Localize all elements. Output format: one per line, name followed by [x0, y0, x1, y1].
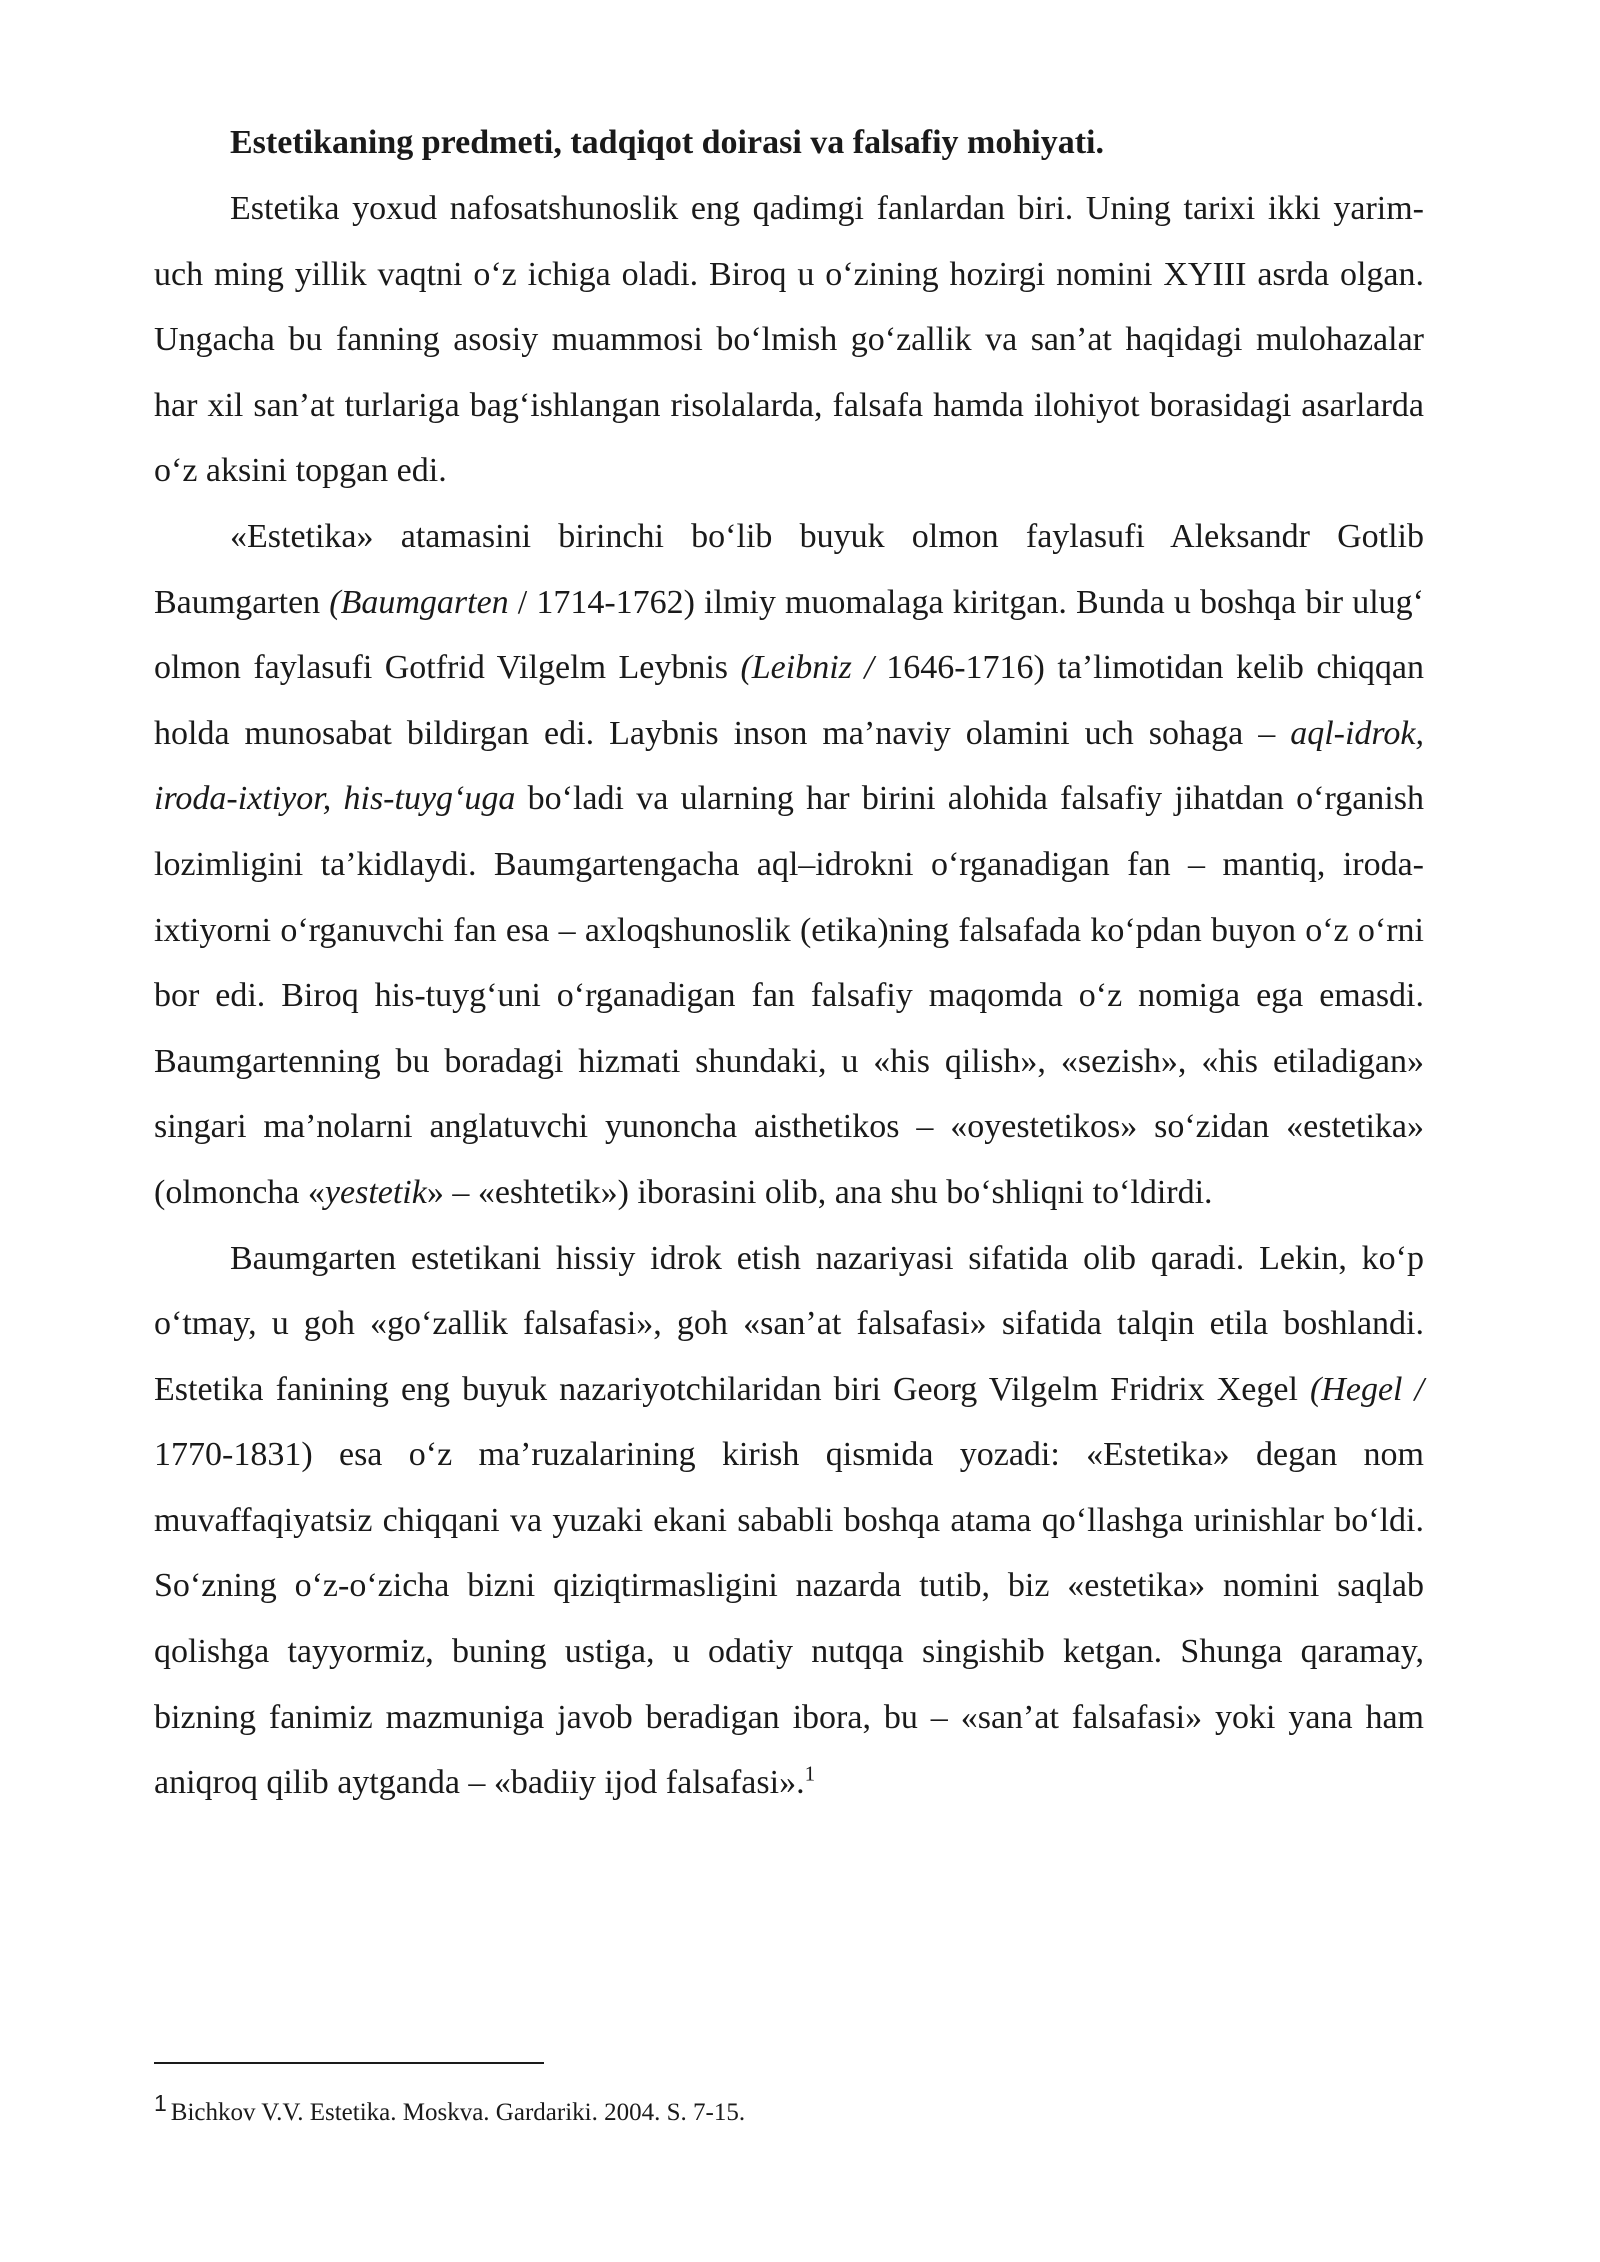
footnote-mark: 1 [154, 2090, 167, 2116]
paragraph-3-text-2: 1770-1831) esa o‘z ma’ruzalarining kirish qismida yozadi: «Estetika» degan nom muvaffaqiyatsiz chiqqani va yuzaki ekani sababli boshqa atama qo‘llashga urinishlar bo‘ldi. So‘zning o‘z-o‘zicha bizni qiziqtirmasligini nazarda tutib, biz «estetika» nomini saqlab qolishga tayyormiz, buning ustiga, u odatiy nutqqa singishib ketgan. Shunga qaramay, bizning fanimiz mazmuniga javob beradigan ibora, bu – «san’at falsafasi» yoki yana ham aniqroq qilib aytganda – «badiiy ijod falsafasi». [154, 1436, 1424, 1802]
section-heading: Estetikaning predmeti, tadqiqot doirasi va falsafiy mohiyati. [230, 124, 1104, 161]
paragraph-2-text-3: 1646-1716) ta’limotidan kelib chiqqan holda munosabat bildirgan edi. Laybnis inson ma’naviy olamini uch sohaga – [154, 649, 1424, 752]
footnote-reference: 1 [804, 1761, 816, 1786]
paragraph-2-text-1: «Estetika» atamasini birinchi bo‘lib buyuk olmon faylasufi Aleksandr Gotlib Baumgarten [154, 517, 1424, 621]
paragraph-2-italic-1: (Baumgarten [329, 583, 509, 621]
paragraph-2-text-4: bo‘ladi va ularning har birini alohida falsafiy jihatdan o‘rganish lozimligini ta’kidlaydi. Baumgartengacha aql–idrokni o‘rganadigan fan – mantiq, iroda-ixtiyorni o‘rganuvchi fan esa – axloqshunoslik (etika)ning falsafada ko‘pdan buyon o‘z o‘rni bor edi. Biroq his-tuyg‘uni o‘rganadigan fan falsafiy maqomda o‘z nomiga ega emasdi. Baumgartenning bu boradagi hizmati shundaki, u «his qilish», «sezish», «his etiladigan» singari ma’nolarni anglatuvchi yunoncha aisthetikos – «oyestetikos» so‘zidan «estetika» (olmoncha « [154, 780, 1424, 1211]
document-body [154, 110, 1424, 1816]
paragraph-2-italic-4: yestetik [324, 1173, 427, 1211]
paragraph-2-italic-3: aql-idrok, iroda-ixtiyor, his-tuyg‘uga [154, 714, 1424, 818]
paragraph-2-text-5: » – «eshtetik») iborasini olib, ana shu bo‘shliqni to‘ldirdi. [426, 1173, 1213, 1211]
paragraph-2-italic-2: (Leibniz / [740, 649, 874, 687]
paragraph-3-text-1: Baumgarten estetikani hissiy idrok etish nazariyasi sifatida olib qaradi. Lekin, ko‘p o‘tmay, u goh «go‘zallik falsafasi», goh «san’at falsafasi» sifatida talqin etila boshlandi. Estetika fanining eng buyuk nazariyotchilaridan biri Georg Vilgelm Fridrix Xegel [154, 1239, 1424, 1408]
footnote [154, 2086, 745, 2130]
paragraph-3-italic-1: (Hegel / [1309, 1370, 1425, 1408]
paragraph-3 [154, 1226, 1424, 1816]
paragraph-2 [154, 504, 1424, 1226]
paragraph-1: Estetika yoxud nafosatshunoslik eng qadimgi fanlardan biri. Uning tarixi ikki yarim-uch ming yillik vaqtni o‘z ichiga oladi. Biroq u o‘zining hozirgi nomini XYIII asrda olgan. Ungacha bu fanning asosiy muammosi bo‘lmish go‘zallik va san’at haqidagi mulohazalar har xil san’at turlariga bag‘ishlangan risolalarda, falsafa hamda ilohiyot borasidagi asarlarda o‘z aksini topgan edi. [154, 190, 1424, 490]
footnote-text: Bichkov V.V. Estetika. Moskva. Gardariki. 2004. S. 7-15. [170, 2099, 746, 2126]
footnote-divider [154, 2062, 544, 2064]
paragraph-2-text-2: / 1714-1762) ilmiy muomalaga kiritgan. Bunda u boshqa bir ulug‘ olmon faylasufi Gotfrid Vilgelm Leybnis [154, 583, 1424, 687]
